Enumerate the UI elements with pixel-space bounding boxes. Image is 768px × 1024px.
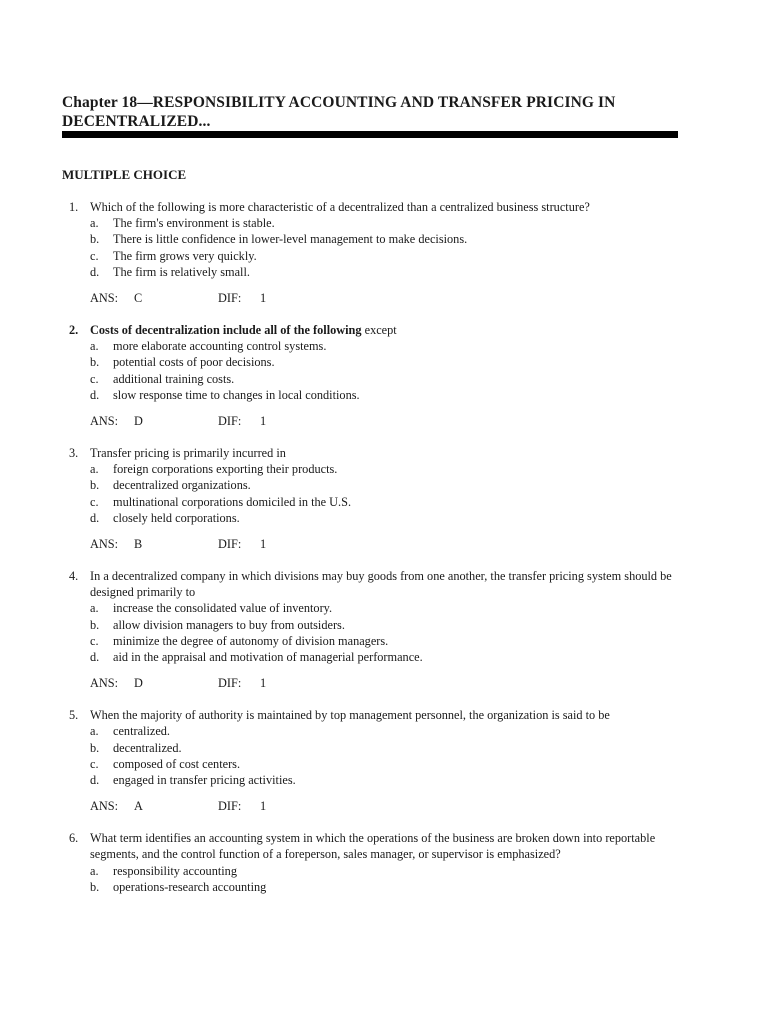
option-a: [90, 863, 678, 879]
option-list: [90, 338, 678, 403]
ans-label: ANS:: [90, 799, 119, 814]
question-number: 4.: [69, 569, 79, 584]
ans-value: D: [134, 414, 143, 429]
option-text: The firm's environment is stable.: [113, 216, 275, 231]
ans-label: ANS:: [90, 291, 119, 306]
option-letter: a.: [90, 216, 99, 231]
option-letter: c.: [90, 248, 99, 263]
option-list: [90, 215, 678, 280]
option-text: slow response time to changes in local conditions.: [113, 387, 360, 402]
option-list: [90, 723, 678, 788]
option-text: operations-research accounting: [113, 879, 267, 894]
option-b: [90, 354, 678, 370]
option-a: [90, 723, 678, 739]
answer-row: [90, 290, 678, 306]
ans-value: D: [134, 676, 143, 691]
title-rule: [62, 131, 678, 138]
dif-label: DIF:: [218, 799, 242, 814]
ans-label: ANS:: [90, 537, 119, 552]
option-text: increase the consolidated value of inventory.: [113, 601, 333, 616]
option-text: foreign corporations exporting their products.: [113, 462, 338, 477]
question-stem-rest: except: [361, 323, 397, 338]
option-letter: b.: [90, 478, 100, 493]
option-text: closely held corporations.: [113, 510, 240, 525]
option-b: [90, 617, 678, 633]
question-stem: When the majority of authority is maintained by top management personnel, the organization is said to be: [90, 708, 610, 723]
dif-value: 1: [260, 291, 267, 306]
option-list: [90, 600, 678, 665]
option-text: centralized.: [113, 724, 171, 739]
option-letter: a.: [90, 863, 99, 878]
option-text: engaged in transfer pricing activities.: [113, 773, 296, 788]
question-number: 5.: [69, 708, 79, 723]
option-d: [90, 772, 678, 788]
option-text: The firm grows very quickly.: [113, 248, 257, 263]
option-letter: b.: [90, 355, 100, 370]
option-list: [90, 461, 678, 526]
option-letter: c.: [90, 494, 99, 509]
option-text: allow division managers to buy from outsiders.: [113, 617, 345, 632]
option-text: There is little confidence in lower-level management to make decisions.: [113, 232, 468, 247]
chapter-title-line-2: DECENTRALIZED...: [62, 113, 211, 130]
option-d: [90, 649, 678, 665]
option-a: [90, 338, 678, 354]
option-d: [90, 510, 678, 526]
option-letter: a.: [90, 601, 99, 616]
chapter-title-line-1: Chapter 18—RESPONSIBILITY ACCOUNTING AND TRANSFER PRICING IN: [62, 94, 616, 111]
option-c: [90, 633, 678, 649]
option-letter: c.: [90, 756, 99, 771]
answer-row: [90, 798, 678, 814]
option-list: [90, 863, 678, 895]
question-number: 3.: [69, 446, 79, 461]
dif-label: DIF:: [218, 291, 242, 306]
option-a: [90, 600, 678, 616]
option-b: [90, 740, 678, 756]
option-letter: a.: [90, 462, 99, 477]
answer-row: [90, 413, 678, 429]
option-b: [90, 477, 678, 493]
option-text: decentralized.: [113, 740, 182, 755]
option-d: [90, 264, 678, 280]
chapter-title: [62, 93, 678, 131]
ans-value: B: [134, 537, 143, 552]
dif-value: 1: [260, 414, 267, 429]
option-text: potential costs of poor decisions.: [113, 355, 275, 370]
option-c: [90, 248, 678, 264]
option-text: The firm is relatively small.: [113, 264, 250, 279]
option-b: [90, 231, 678, 247]
option-letter: b.: [90, 879, 100, 894]
question-5: [62, 707, 678, 814]
dif-label: DIF:: [218, 537, 242, 552]
option-letter: b.: [90, 232, 100, 247]
option-text: composed of cost centers.: [113, 756, 241, 771]
dif-value: 1: [260, 799, 267, 814]
dif-label: DIF:: [218, 414, 242, 429]
dif-value: 1: [260, 676, 267, 691]
question-2: [62, 322, 678, 429]
ans-label: ANS:: [90, 676, 119, 691]
section-heading: MULTIPLE CHOICE: [62, 167, 187, 182]
ans-value: A: [134, 799, 143, 814]
option-letter: d.: [90, 510, 100, 525]
option-c: [90, 371, 678, 387]
answer-row: [90, 536, 678, 552]
option-b: [90, 879, 678, 895]
option-a: [90, 215, 678, 231]
dif-label: DIF:: [218, 676, 242, 691]
option-text: multinational corporations domiciled in the U.S.: [113, 494, 352, 509]
question-stem: Which of the following is more characteristic of a decentralized than a centralized business structure?: [90, 200, 590, 214]
question-number: 6.: [69, 831, 79, 846]
question-stem: In a decentralized company in which divisions may buy goods from one another, the transfer pricing system should be designed primarily to: [90, 569, 672, 600]
option-letter: a.: [90, 339, 99, 354]
option-letter: b.: [90, 617, 100, 632]
dif-value: 1: [260, 537, 267, 552]
option-text: more elaborate accounting control systems.: [113, 339, 327, 354]
ans-label: ANS:: [90, 414, 119, 429]
question-stem-bold: Costs of decentralization include all of the following: [90, 323, 362, 338]
option-c: [90, 494, 678, 510]
option-a: [90, 461, 678, 477]
option-text: aid in the appraisal and motivation of managerial performance.: [113, 650, 423, 665]
option-text: decentralized organizations.: [113, 478, 251, 493]
option-letter: d.: [90, 773, 100, 788]
option-c: [90, 756, 678, 772]
option-text: responsibility accounting: [113, 863, 237, 878]
option-letter: d.: [90, 650, 100, 665]
option-letter: b.: [90, 740, 100, 755]
option-letter: a.: [90, 724, 99, 739]
option-letter: c.: [90, 633, 99, 648]
question-3: [62, 445, 678, 552]
option-d: [90, 387, 678, 403]
option-letter: d.: [90, 264, 100, 279]
question-list: [62, 199, 678, 895]
question-number: 2.: [69, 323, 79, 338]
option-letter: d.: [90, 387, 100, 402]
question-stem: [90, 322, 678, 338]
question-4: [62, 568, 678, 691]
question-number: 1.: [69, 200, 79, 214]
option-letter: c.: [90, 371, 99, 386]
question-1: [62, 199, 678, 306]
question-stem: Transfer pricing is primarily incurred in: [90, 446, 286, 461]
ans-value: C: [134, 291, 143, 306]
option-text: additional training costs.: [113, 371, 235, 386]
option-text: minimize the degree of autonomy of division managers.: [113, 633, 389, 648]
answer-row: [90, 675, 678, 691]
question-stem: What term identifies an accounting system in which the operations of the business are broken down into reportable segments, and the control function of a foreperson, sales manager, or supervisor is emphasized?: [90, 831, 656, 862]
question-6: [62, 830, 678, 895]
